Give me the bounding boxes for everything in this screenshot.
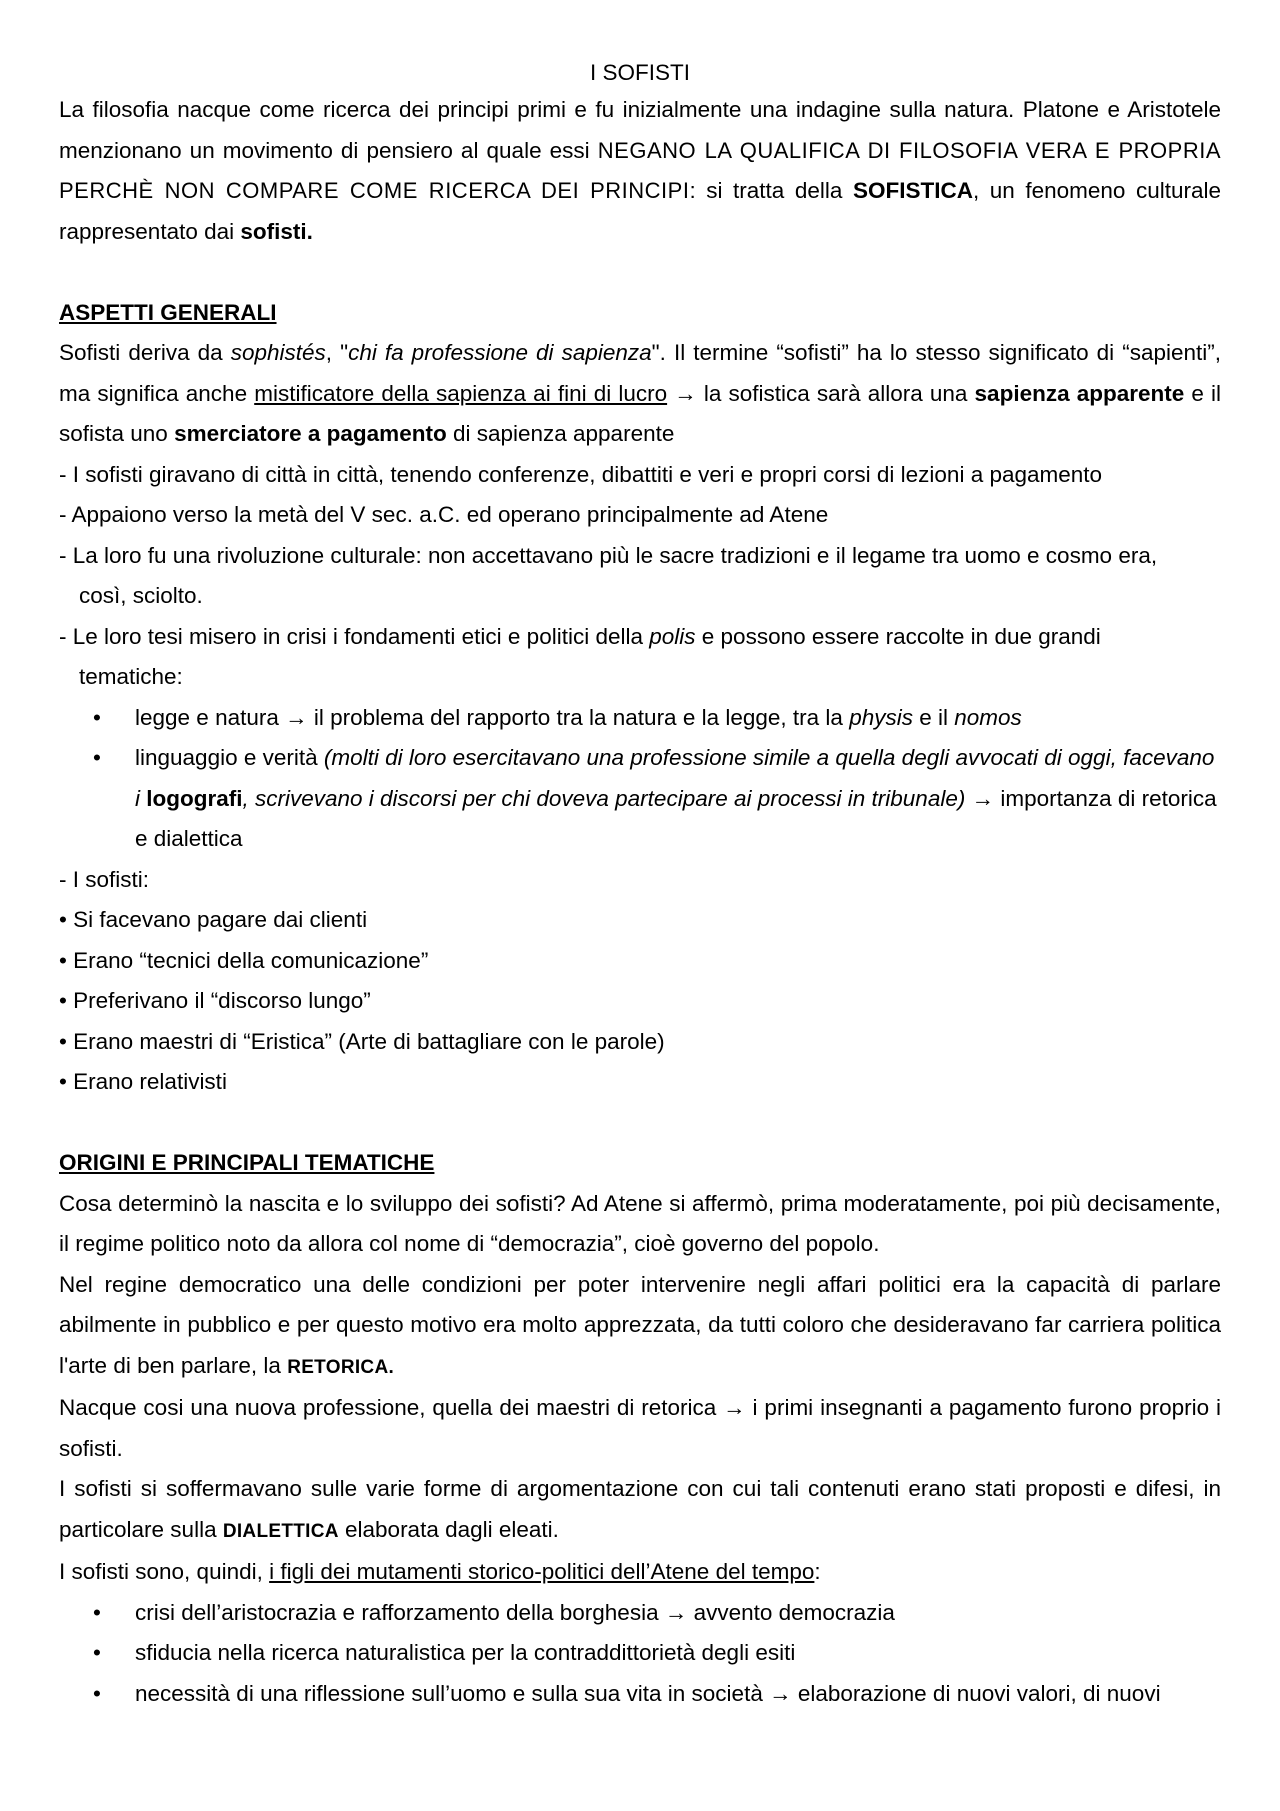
dash-item: - I sofisti giravano di città in città, tenendo conferenze, dibattiti e veri e propri corsi di lezioni a pagamento [59,461,1103,487]
dash-item: - I sofisti: [59,866,150,892]
section-heading-origini: ORIGINI E PRINCIPALI TEMATICHE [59,1150,435,1175]
italic-term: sophistés [230,340,326,365]
text: : [814,1559,821,1584]
bold-term: DIALETTICA [222,1520,339,1542]
bullet-text: necessità di una riflessione sull’uomo e sulla sua vita in società → elaborazione di nuovi valori, di nuovi [135,1680,1161,1706]
bullet-text [135,698,1221,739]
intro-small-caps: NEGANO LA QUALIFICA DI FILOSOFIA VERA E PROPRIA PERCHÈ NON COMPARE COME RICERCA DEI PRINCIPI [59,137,1221,203]
list-item: • Erano maestri di “Eristica” (Arte di battagliare con le parole) [59,1028,665,1054]
text: → importanza di retorica e dialettica [135,785,1217,851]
text: Nel regine democratico una delle condizioni per poter intervenire negli affari politici era la capacità di parlare abilmente in pubblico e per questo motivo era molto apprezzata, da tutti coloro che desideravano far carriera politica l'arte di ben parlare, la [59,1271,1221,1378]
text: e il sofista uno [59,380,1221,446]
list-item: • Preferivano il “discorso lungo” [59,988,371,1013]
etymology-paragraph [59,333,1221,455]
list-item: • Erano “tecnici della comunicazione” [59,947,429,973]
text: ". Il termine “sofisti” ha lo stesso significato di “sapienti”, ma significa anche [59,340,1221,406]
text: elaborata dagli eleati. [338,1516,559,1542]
text: I sofisti sono, quindi, [59,1559,270,1584]
bullet-icon: • [93,1599,101,1625]
bullet-icon: • [93,745,101,770]
spacer [59,252,1221,293]
origins-paragraph: Cosa determinò la nascita e lo sviluppo dei sofisti? Ad Atene si affermò, prima moderatamente, poi più decisamente, il regime politico noto da allora col nome di “democrazia”, cioè governo del popolo. [59,1190,1221,1256]
italic-text: , scrivevano i discorsi per chi doveva partecipare ai processi in tribunale) [242,785,966,811]
intro-paragraph [59,90,1221,252]
list-item: • Erano relativisti [59,1069,227,1094]
dash-item [59,617,1221,658]
bullet-icon: • [93,1680,101,1706]
section-heading-aspetti: ASPETTI GENERALI [59,299,277,325]
text: → la sofistica sarà allora una [667,380,975,406]
dialectic-paragraph [59,1469,1221,1552]
bold-term: RETORICA. [287,1356,395,1378]
page-title: I SOFISTI [589,60,690,85]
text: e il [912,704,955,730]
bullet-item [59,1633,1221,1674]
profession-paragraph: Nacque cosi una nuova professione, quella dei maestri di retorica → i primi insegnanti a pagamento furono proprio i sofisti. [59,1395,1221,1461]
text: Sofisti deriva da [59,340,231,365]
bullet-text: sfiducia nella ricerca naturalistica per la contraddittorietà degli esiti [135,1640,796,1665]
intro-text: , un fenomeno culturale rappresentato dai [59,178,1221,244]
bullet-item [59,1674,1221,1715]
bullet-item [59,698,1221,739]
intro-bold-term: SOFISTICA [852,178,973,203]
text: e possono essere raccolte in due grandi [695,623,1101,649]
italic-term: chi fa professione di sapienza [348,340,652,365]
dash-item: - La loro fu una rivoluzione culturale: non accettavano più le sacre tradizioni e il legame tra uomo e cosmo era, [59,542,1158,568]
spacer [59,1103,1221,1144]
dash-item: - Appaiono verso la metà del V sec. a.C. ed operano principalmente ad Atene [59,502,829,527]
list-item: • Si facevano pagare dai clienti [59,907,368,932]
dash-item-continuation: tematiche: [79,664,183,689]
bullet-icon: • [93,1640,101,1665]
text: I sofisti si soffermavano sulle varie forme di argomentazione con cui tali contenuti erano stati proposti e difesi, in particolare sulla [59,1476,1221,1542]
italic-term: polis [649,623,696,649]
bullet-item [59,738,1221,860]
underlined-phrase: mistificatore della sapienza ai fini di lucro [254,380,668,406]
italic-term: physis [849,704,913,730]
text: , " [325,340,349,365]
bullet-text: crisi dell’aristocrazia e rafforzamento della borghesia → avvento democrazia [135,1599,895,1625]
intro-text: La filosofia nacque come ricerca dei principi primi e fu inizialmente una indagine sulla natura. Platone e Aristotele menzionano un movimento di pensiero al quale essi [59,97,1221,163]
italic-text: (molti di loro esercitavano una professione simile a quella degli avvocati di oggi, facevano i [135,745,1215,811]
bold-term: smerciatore a pagamento [174,421,447,446]
dash-item-continuation: così, sciolto. [79,583,203,608]
bullet-icon: • [93,704,101,730]
intro-bold-term: sofisti. [240,218,313,244]
bold-term: sapienza apparente [974,380,1185,406]
intro-text: : si tratta della [689,178,853,203]
children-paragraph [59,1552,1221,1593]
text: di sapienza apparente [446,421,675,446]
bullet-text [135,738,1221,860]
bold-term: logografi [146,785,243,811]
italic-term: nomos [954,704,1022,730]
democracy-paragraph [59,1265,1221,1389]
underlined-phrase: i figli dei mutamenti storico-politici dell’Atene del tempo [269,1559,815,1584]
text: legge e natura → il problema del rapporto tra la natura e la legge, tra la [135,704,850,730]
text: - Le loro tesi misero in crisi i fondamenti etici e politici della [59,623,650,649]
bullet-item [59,1593,1221,1634]
text: linguaggio e verità [135,745,324,770]
